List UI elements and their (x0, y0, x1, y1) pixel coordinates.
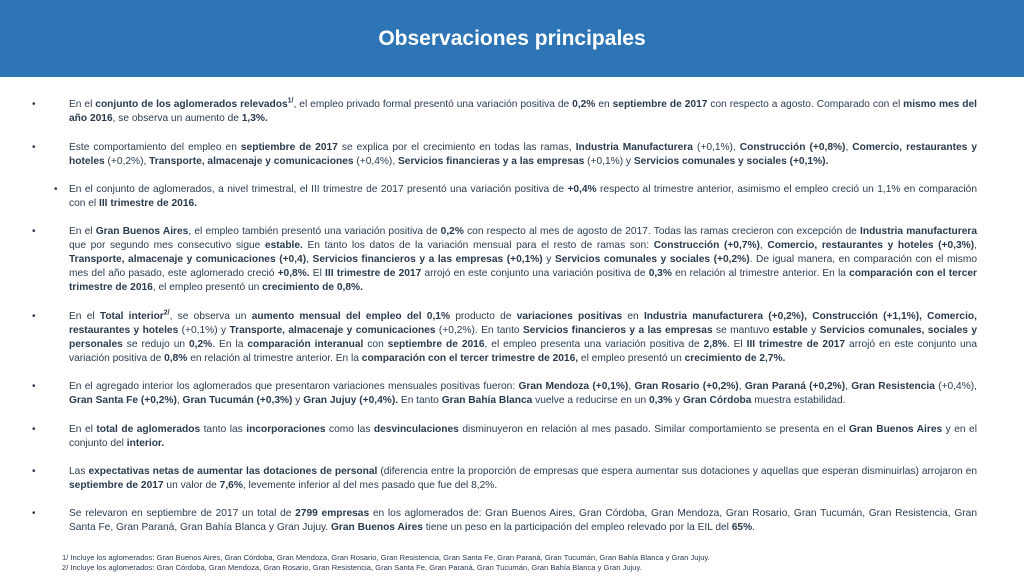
bullet-dot-icon: • (32, 99, 36, 110)
bullet-dot-icon: • (32, 508, 36, 519)
text-run: En tanto (398, 395, 442, 406)
text-run: (+0,4%), (353, 156, 398, 167)
bold-text: 0,2% (440, 226, 464, 237)
bold-text: incorporaciones (246, 424, 326, 435)
text-run: (diferencia entre la proporción de empresas que espera aumentar sus dotaciones y aquellas que esperan disminuirlas) arrojaron en (377, 466, 977, 477)
bold-text: III trimestre de 2017 (325, 268, 422, 279)
text-run: , (845, 381, 852, 392)
bold-text: Transporte, almacenaje y comunicaciones (+0,4) (69, 254, 307, 265)
text-run: vuelve a reducirse en un (532, 395, 649, 406)
bullet-dot-icon: • (32, 381, 36, 392)
text-run: Este comportamiento del empleo en (69, 142, 241, 153)
text-run: , el empleo también presentó una variación positiva de (188, 226, 441, 237)
text-run: se mantuvo (712, 325, 773, 336)
bullet-item (32, 380, 977, 408)
text-run: con respecto a agosto. Comparado con el (707, 99, 904, 110)
bold-text: 2799 empresas (295, 508, 370, 519)
bold-text: crecimiento de 2,7%. (684, 353, 786, 364)
text-run: Las (69, 466, 89, 477)
text-run: . De igual manera, en comparación con el mismo mes del año pasado, este aglomerado creció (69, 254, 977, 279)
text-run: disminuyeron en relación al mes pasado. Similar comportamiento se presenta en el (458, 424, 849, 435)
text-run: y (807, 325, 820, 336)
bold-text: crecimiento de 0,8%. (262, 282, 363, 293)
bold-text: Transporte, almacenaje y comunicaciones (229, 325, 436, 336)
text-run: , (845, 142, 853, 153)
bullet-item (32, 141, 977, 169)
bullet-dot-icon: • (32, 226, 36, 237)
bold-text: Gran Resistencia (851, 381, 935, 392)
text-run: y en el conjunto del (69, 424, 977, 449)
bullet-dot-icon: • (32, 424, 36, 435)
bold-text: Industria manufacturera (+0,2%), Construcción (+1,1%), Comercio, restaurantes y hoteles (69, 311, 977, 336)
bold-text: septiembre de 2017 (69, 480, 164, 491)
text-run: producto de (450, 311, 517, 322)
bold-text: Gran Buenos Aires (331, 522, 423, 533)
text-run: (+0,1%) y (584, 156, 634, 167)
footnote-ref: 1/ (287, 97, 294, 105)
bold-text: 7,6% (219, 480, 243, 491)
bold-text: Gran Tucumán (+0,3%) (182, 395, 293, 406)
text-run: en (622, 311, 644, 322)
text-run: en relación al trimestre anterior. En la (671, 268, 850, 279)
bold-text: Gran Santa Fe (+0,2%) (69, 395, 177, 406)
page-title: Observaciones principales (378, 27, 646, 50)
text-run: se explica por el crecimiento en todas las ramas, (337, 142, 576, 153)
bullet-dot-icon: • (32, 466, 36, 477)
bold-text: 2,8% (703, 339, 727, 350)
text-run: En el (69, 226, 96, 237)
text-run: En el (69, 424, 97, 435)
text-run: En el (69, 311, 100, 322)
text-run: El (309, 268, 326, 279)
bullet-item (32, 97, 977, 126)
bold-text: Servicios financieros y a las empresas (522, 325, 713, 336)
text-run: el empleo presentó un (578, 353, 685, 364)
text-run: , (738, 381, 745, 392)
bold-text: estable (772, 325, 808, 336)
bold-text: Gran Bahía Blanca (441, 395, 533, 406)
bullet-item (32, 423, 977, 451)
bold-text: III trimestre de 2016. (99, 198, 197, 209)
footnote-ref: 2/ (163, 309, 170, 317)
text-run: tanto las (200, 424, 247, 435)
bold-text: Gran Buenos Aires (95, 226, 189, 237)
bold-text: aumento mensual del empleo del 0,1% (251, 311, 450, 322)
text-run: En el agregado interior los aglomerados que presentaron variaciones mensuales positivas fueron: (69, 381, 519, 392)
bullet-dot-icon: • (32, 311, 36, 322)
text-run: (+0,1%), (692, 142, 740, 153)
bold-text: Total interior (99, 311, 164, 322)
bold-text: Servicios financieras y a las empresas (397, 156, 585, 167)
bold-text: Gran Paraná (+0,2%) (744, 381, 846, 392)
bold-text: Comercio, restaurantes y hoteles (69, 142, 977, 167)
bold-text: Construcción (+0,8%) (739, 142, 846, 153)
footnote-2: 2/ Incluye los aglomerados: Gran Córdoba, Gran Mendoza, Gran Rosario, Gran Resistencia, Gran Santa Fe, Gran Paraná, Gran Tucumán, Gran Bahía Blanca y Gran Jujuy. (62, 563, 642, 572)
bold-text: Gran Jujuy (+0,4%). (303, 395, 399, 406)
text-run: En el (69, 99, 96, 110)
bold-text: mismo mes del año 2016 (69, 99, 977, 124)
text-run: , el empleo presentó un (152, 282, 263, 293)
text-run: , (176, 395, 183, 406)
text-run: y (672, 395, 683, 406)
text-run: respecto al trimestre anterior, asimismo el empleo creció un 1,1% en comparación con el (69, 184, 977, 209)
text-run: , (306, 254, 313, 265)
text-run: . (752, 522, 755, 533)
bold-text: Industria manufacturera (860, 226, 977, 237)
bullet-dot-icon: • (54, 184, 58, 195)
bold-text: total de aglomerados (96, 424, 201, 435)
bullet-item (32, 465, 977, 493)
text-run: se redujo un (122, 339, 190, 350)
text-run: , el empleo privado formal presentó una variación positiva de (293, 99, 573, 110)
bold-text: Gran Rosario (+0,2%) (634, 381, 739, 392)
text-run: en (595, 99, 613, 110)
text-run: muestra estabilidad. (751, 395, 846, 406)
text-run: En tanto los datos de la variación mensual para el resto de ramas son: (302, 240, 654, 251)
text-run: Se relevaron en septiembre de 2017 un total de (69, 508, 296, 519)
bold-text: +0,8%. (277, 268, 310, 279)
bold-text: Servicios comunales, sociales y personales (69, 325, 977, 350)
bold-text: 0,8% (164, 353, 188, 364)
bold-text: Industria Manufacturera (575, 142, 693, 153)
text-run: , se observa un (169, 311, 252, 322)
bold-text: desvinculaciones (373, 424, 459, 435)
bold-text: Gran Mendoza (+0,1%) (518, 381, 629, 392)
bold-text: III trimestre de 2017 (746, 339, 846, 350)
text-run: en los aglomerados de: Gran Buenos Aires, Gran Córdoba, Gran Mendoza, Gran Rosario, Gran Tucumán, Gran Resistencia, Gran Santa Fe, Gran Paraná, Gran Bahía Blanca y Gran Jujuy. (69, 508, 978, 533)
text-run: (+0,4%), (934, 381, 977, 392)
text-run: con respecto al mes de agosto de 2017. Todas las ramas crecieron con excepción de (463, 226, 861, 237)
bullet-item (32, 507, 978, 535)
text-run: arrojó en este conjunto una variación positiva de (69, 339, 977, 364)
bullet-item (32, 225, 978, 295)
bold-text: 0,2% (189, 339, 213, 350)
bold-text: Gran Buenos Aires (848, 424, 943, 435)
bold-text: 0,3% (648, 395, 673, 406)
text-run: , se observa un aumento de (112, 113, 242, 124)
text-run: arrojó en este conjunto una variación positiva de (421, 268, 649, 279)
bold-text: comparación interanual (247, 339, 364, 350)
text-run: , (974, 240, 977, 251)
bold-text: Servicios comunales y sociales (+0,1%). (633, 156, 829, 167)
text-run: (+0,1%) y (178, 325, 230, 336)
bold-text: Servicios financieros y a las empresas (+0,1%) (312, 254, 543, 265)
bold-text: septiembre de 2017 (612, 99, 708, 110)
bold-text: Comercio, restaurantes y hoteles (+0,3%) (767, 240, 975, 251)
bold-text: Gran Córdoba (682, 395, 752, 406)
text-run: , el empleo presenta una variación positiva de (484, 339, 704, 350)
bullet-item (32, 309, 977, 366)
text-run: (+0,2%), (104, 156, 150, 167)
bold-text: estable. (264, 240, 303, 251)
text-run: y (542, 254, 555, 265)
bold-text: +0,4% (567, 184, 597, 195)
bold-text: expectativas netas de aumentar las dotaciones de personal (88, 466, 378, 477)
bold-text: 0,3% (648, 268, 672, 279)
bold-text: interior. (126, 438, 165, 449)
bold-text: Construcción (+0,7%) (653, 240, 760, 251)
text-run: , (628, 381, 635, 392)
text-run: como las (325, 424, 374, 435)
text-run: y (292, 395, 304, 406)
bullet-dot-icon: • (32, 142, 36, 153)
text-run: , levemente inferior al del mes pasado que fue del 8,2%. (242, 480, 498, 491)
bold-text: 1,3%. (241, 113, 268, 124)
bold-text: comparación con el tercer trimestre de 2016, (361, 353, 579, 364)
text-run: en relación al trimestre anterior. En la (187, 353, 362, 364)
footnote-1: 1/ Incluye los aglomerados: Gran Buenos Aires, Gran Córdoba, Gran Mendoza, Gran Rosario, Gran Resistencia, Gran Santa Fe, Gran Paraná, Gran Tucumán, Gran Bahía Blanca y Gran Jujuy. (62, 553, 710, 562)
bold-text: 65% (731, 522, 753, 533)
bold-text: Servicios comunales y sociales (+0,2%) (554, 254, 750, 265)
text-run: tiene un peso en la participación del empleo relevado por la EIL del (422, 522, 732, 533)
text-run: . El (726, 339, 747, 350)
text-run: , (759, 240, 768, 251)
text-run: . En la (212, 339, 248, 350)
bold-text: Transporte, almacenaje y comunicaciones (149, 156, 354, 167)
bold-text: conjunto de los aglomerados relevados (95, 99, 288, 110)
bold-text: 0,2% (572, 99, 596, 110)
bullet-item (54, 183, 977, 211)
text-run: un valor de (163, 480, 220, 491)
text-run: con (363, 339, 388, 350)
bold-text: septiembre de 2016 (387, 339, 485, 350)
bold-text: comparación con el tercer trimestre de 2016 (69, 268, 978, 293)
text-run: que por segundo mes consecutivo sigue (69, 240, 265, 251)
bold-text: septiembre de 2017 (240, 142, 338, 153)
bold-text: variaciones positivas (516, 311, 623, 322)
text-run: (+0,2%). En tanto (435, 325, 523, 336)
text-run: En el conjunto de aglomerados, a nivel trimestral, el III trimestre de 2017 presentó una variación positiva de (69, 184, 568, 195)
